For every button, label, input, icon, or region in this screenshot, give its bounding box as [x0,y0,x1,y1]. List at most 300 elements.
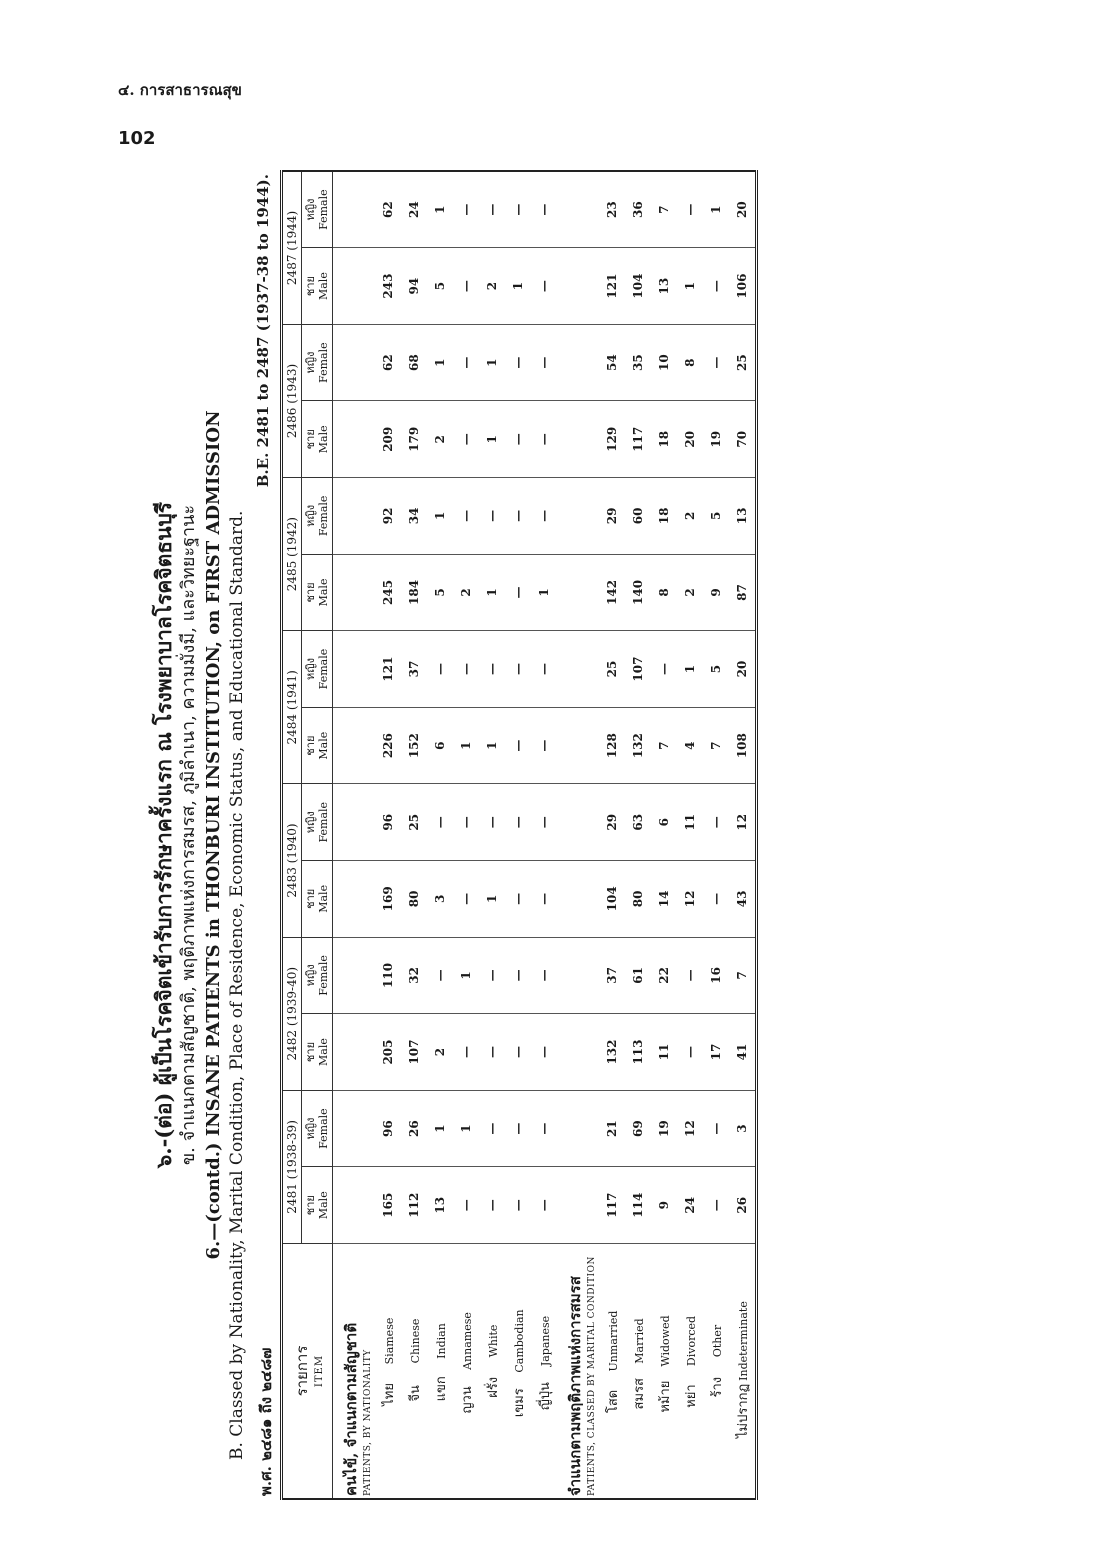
male-header-english: Male [316,578,330,607]
value-cell: — [479,1090,505,1167]
male-header-english: Male [316,1038,330,1066]
value-cell: 165 [375,1167,401,1244]
row-label-thai: ไม่ปรากฏ [735,1383,751,1438]
value-cell: — [531,1014,557,1091]
blank-cell [333,707,376,784]
value-cell: 132 [625,707,651,784]
value-cell: 19 [651,1090,677,1167]
value-cell: 1 [479,861,505,938]
row-label-english: Divorced [684,1315,698,1367]
row-label-english: Indeterminate [736,1301,750,1381]
table-head [281,171,332,1499]
female-header-thai: หญิง [303,811,317,834]
value-cell: — [531,784,557,861]
blank-cell [333,478,376,555]
value-cell: 19 [703,401,729,478]
value-cell: 6 [651,784,677,861]
value-cell: 226 [375,707,401,784]
value-cell: 2 [427,1014,453,1091]
table-row [401,171,427,1499]
female-header [301,937,332,1014]
value-cell: 5 [703,478,729,555]
value-cell: — [531,171,557,248]
value-cell: 9 [703,554,729,631]
value-cell: 104 [599,861,625,938]
value-cell: — [427,784,453,861]
male-header-thai: ชาย [303,582,317,603]
value-cell: 26 [401,1090,427,1167]
value-cell: 87 [729,554,757,631]
item-header-english: ITEM [313,1354,325,1388]
male-header-thai: ชาย [303,276,317,297]
value-cell: 16 [703,937,729,1014]
value-cell: — [505,861,531,938]
value-cell: — [703,861,729,938]
table-row [703,171,729,1499]
year-header: 2481 (1938-39) [281,1090,301,1243]
blank-cell [557,554,599,631]
value-cell: 140 [625,554,651,631]
value-cell: 117 [625,401,651,478]
value-cell: 80 [401,861,427,938]
blank-cell [333,631,376,708]
male-header-english: Male [316,272,330,301]
value-cell: 70 [729,401,757,478]
female-header-english: Female [316,1108,330,1149]
value-cell: 94 [401,248,427,325]
value-cell: 1 [427,478,453,555]
male-header [301,248,332,325]
female-header-thai: หญิง [303,198,317,221]
value-cell: — [479,1167,505,1244]
female-header-english: Female [316,342,330,383]
value-cell: 8 [651,554,677,631]
value-cell: — [531,324,557,401]
value-cell: 1 [453,937,479,1014]
value-cell: 96 [375,784,401,861]
value-cell: 24 [401,171,427,248]
row-label-thai: แขก [433,1376,449,1402]
value-cell: 26 [729,1167,757,1244]
value-cell: 60 [625,478,651,555]
value-cell: — [531,401,557,478]
value-cell: 5 [703,631,729,708]
value-cell: — [651,631,677,708]
blank-cell [557,1090,599,1167]
female-header-thai: หญิง [303,1117,317,1140]
value-cell: 121 [599,248,625,325]
section-english: PATIENTS, BY NATIONALITY [363,1349,374,1496]
value-cell: 25 [729,324,757,401]
blank-cell [333,324,376,401]
row-label-thai: ร้าง [709,1376,725,1398]
value-cell: 23 [599,171,625,248]
value-cell: 121 [375,631,401,708]
item-header-thai: รายการ [292,1345,311,1397]
male-header-thai: ชาย [303,888,317,909]
value-cell: 245 [375,554,401,631]
value-cell: — [479,784,505,861]
row-label [375,1244,401,1500]
value-cell: 1 [703,171,729,248]
value-cell: 110 [375,937,401,1014]
table-row [427,171,453,1499]
blank-cell [333,554,376,631]
value-cell: 13 [427,1167,453,1244]
male-header [301,1167,332,1244]
male-header-english: Male [316,884,330,913]
male-header-thai: ชาย [303,1195,317,1216]
value-cell: 1 [479,554,505,631]
row-label-thai: ญวน [459,1386,475,1414]
value-cell: 96 [375,1090,401,1167]
value-cell: 43 [729,861,757,938]
value-cell: 114 [625,1167,651,1244]
table-row [479,171,505,1499]
row-label-english: Chinese [408,1318,422,1364]
value-cell: 20 [729,631,757,708]
table-row [505,171,531,1499]
value-cell: 80 [625,861,651,938]
table-body [333,171,757,1499]
value-cell: 61 [625,937,651,1014]
value-cell: — [453,324,479,401]
year-header: 2486 (1943) [281,324,301,477]
value-cell: 18 [651,401,677,478]
value-cell: — [453,861,479,938]
row-label-thai: ไทย [381,1383,397,1406]
blank-cell [557,1014,599,1091]
value-cell: 54 [599,324,625,401]
thai-title: ๖.-(ต่อ) ผู้เป็นโรคจิตเข้ารับการรักษาครั้งแรก ณ โรงพยาบาลโรคจิตธนบุรี [151,501,176,1169]
page-number: 102 [118,128,156,149]
value-cell: — [531,631,557,708]
thai-subtitle: ข. จำแนกตามสัญชาติ, พฤติภาพแห่งการสมรส, ภูมิลำเนา, ความมั่งมี, และวิทยะฐานะ [178,504,200,1166]
blank-cell [557,707,599,784]
row-label [599,1244,625,1500]
year-header: 2485 (1942) [281,478,301,631]
value-cell: 108 [729,707,757,784]
value-cell: 62 [375,171,401,248]
value-cell: — [531,707,557,784]
year-header: 2483 (1940) [281,784,301,937]
value-cell: — [505,1014,531,1091]
value-cell: 12 [677,1090,703,1167]
year-header: 2484 (1941) [281,631,301,784]
row-label [677,1244,703,1500]
value-cell: 12 [677,861,703,938]
blank-cell [333,248,376,325]
table-row [453,171,479,1499]
value-cell: — [427,631,453,708]
value-cell: — [505,631,531,708]
value-cell: — [703,784,729,861]
row-label-english: Japanese [538,1315,552,1367]
blank-cell [557,631,599,708]
row-label-thai: ฝรั่ง [485,1376,501,1398]
table-row [651,171,677,1499]
row-label-english: Indian [434,1323,448,1359]
value-cell: 205 [375,1014,401,1091]
section-thai: คนไข้, จำแนกตามสัญชาติ [342,1322,361,1496]
female-header-thai: หญิง [303,504,317,527]
value-cell: 41 [729,1014,757,1091]
female-header [301,631,332,708]
value-cell: 1 [479,707,505,784]
male-header [301,1014,332,1091]
blank-cell [333,937,376,1014]
value-cell: 106 [729,248,757,325]
blank-cell [557,478,599,555]
value-cell: — [703,1090,729,1167]
value-cell: 34 [401,478,427,555]
value-cell: 63 [625,784,651,861]
female-header-english: Female [316,648,330,690]
male-header-english: Male [316,731,330,760]
value-cell: 1 [427,171,453,248]
value-cell: 18 [651,478,677,555]
value-cell: 104 [625,248,651,325]
value-cell: 1 [453,1090,479,1167]
blank-cell [333,401,376,478]
female-header [301,171,332,248]
table-row [599,171,625,1499]
value-cell: 1 [427,324,453,401]
row-label [651,1244,677,1500]
blank-cell [557,937,599,1014]
value-cell: — [479,171,505,248]
male-header [301,554,332,631]
female-header-english: Female [316,955,330,996]
value-cell: — [453,1014,479,1091]
blank-cell [333,1167,376,1244]
value-cell: 4 [677,707,703,784]
value-cell: 10 [651,324,677,401]
table-row [625,171,651,1499]
row-label [479,1244,505,1500]
male-header [301,401,332,478]
value-cell: 1 [531,554,557,631]
table-row [677,171,703,1499]
row-label [531,1244,557,1500]
value-cell: 29 [599,478,625,555]
value-cell: 7 [651,171,677,248]
value-cell: 5 [427,554,453,631]
female-header-english: Female [316,495,330,537]
value-cell: 36 [625,171,651,248]
male-header [301,707,332,784]
value-cell: 22 [651,937,677,1014]
blank-cell [557,784,599,861]
value-cell: — [677,171,703,248]
row-label-english: Widowed [658,1315,672,1367]
male-header-thai: ชาย [303,1041,317,1063]
male-header-english: Male [316,1191,330,1220]
value-cell: 152 [401,707,427,784]
row-label [505,1244,531,1500]
value-cell: — [531,248,557,325]
value-cell: 179 [401,401,427,478]
male-header [301,861,332,938]
value-cell: — [505,324,531,401]
row-label [453,1244,479,1500]
value-cell: 7 [703,707,729,784]
value-cell: 1 [427,1090,453,1167]
value-cell: — [505,478,531,555]
row-label [427,1244,453,1500]
value-cell: 13 [729,478,757,555]
value-cell: 13 [651,248,677,325]
value-cell: 1 [479,324,505,401]
blank-cell [557,861,599,938]
blank-cell [557,248,599,325]
item-column-header [281,1244,332,1500]
value-cell: 35 [625,324,651,401]
value-cell: 117 [599,1167,625,1244]
value-cell: — [453,1167,479,1244]
value-cell: 1 [453,707,479,784]
blank-cell [557,171,599,248]
female-header [301,784,332,861]
running-head: ๔. การสาธารณสุข [118,81,242,99]
row-label-english: Cambodian [512,1309,526,1373]
value-cell: 107 [401,1014,427,1091]
blank-cell [333,784,376,861]
value-cell: 1 [677,248,703,325]
blank-cell [557,401,599,478]
value-cell: — [505,707,531,784]
value-cell: — [505,1167,531,1244]
value-cell: — [531,1090,557,1167]
value-cell: 32 [401,937,427,1014]
row-label-english: White [486,1324,500,1358]
section-thai: จำแนกตามพฤติภาพแห่งการสมรส [566,1276,585,1496]
year-header: 2482 (1939-40) [281,937,301,1090]
value-cell: 184 [401,554,427,631]
value-cell: — [677,937,703,1014]
rotated-table-block [150,170,1000,1500]
female-header-english: Female [316,189,330,230]
female-header-thai: หญิง [303,964,317,987]
value-cell: 2 [453,554,479,631]
value-cell: 2 [677,554,703,631]
row-label-english: Siamese [382,1317,396,1365]
value-cell: 9 [651,1167,677,1244]
section-label [333,1244,376,1500]
section-row [333,171,376,1499]
value-cell: 2 [677,478,703,555]
value-cell: 11 [677,784,703,861]
value-cell: — [453,478,479,555]
value-cell: — [531,861,557,938]
male-header-thai: ชาย [303,735,317,756]
value-cell: — [453,248,479,325]
value-cell: — [427,937,453,1014]
value-cell: 25 [401,784,427,861]
english-title: 6.—(contd.) INSANE PATIENTS in THONBURI INSTITUTION, on FIRST ADMISSION [202,410,224,1260]
value-cell: 20 [729,171,757,248]
blank-cell [557,324,599,401]
value-cell: — [505,1090,531,1167]
value-cell: — [479,1014,505,1091]
years-english: B.E. 2481 to 2487 (1937-38 to 1944). [253,174,272,488]
value-cell: — [453,631,479,708]
value-cell: — [505,554,531,631]
value-cell: — [479,937,505,1014]
value-cell: 129 [599,401,625,478]
value-cell: — [453,171,479,248]
value-cell: — [505,937,531,1014]
value-cell: 7 [651,707,677,784]
table-row [531,171,557,1499]
blank-cell [333,1014,376,1091]
row-label-english: Other [710,1324,724,1358]
value-cell: 3 [729,1090,757,1167]
female-header-thai: หญิง [303,351,317,374]
value-cell: 132 [599,1014,625,1091]
value-cell: 3 [427,861,453,938]
row-label-english: Annamese [460,1312,474,1370]
value-cell: — [505,401,531,478]
value-cell: — [703,1167,729,1244]
year-header: 2487 (1944) [281,171,301,324]
value-cell: — [453,401,479,478]
value-cell: — [703,248,729,325]
years-thai: พ.ศ. ๒๔๘๑ ถึง ๒๔๘๗ [256,1347,275,1496]
value-cell: 37 [401,631,427,708]
value-cell: 69 [625,1090,651,1167]
section-row [557,171,599,1499]
value-cell: 1 [677,631,703,708]
row-label [401,1244,427,1500]
value-cell: 8 [677,324,703,401]
value-cell: 11 [651,1014,677,1091]
value-cell: — [677,1014,703,1091]
blank-cell [557,1167,599,1244]
value-cell: 5 [427,248,453,325]
female-header [301,1090,332,1167]
statistics-table [280,170,758,1500]
value-cell: — [531,1167,557,1244]
value-cell: 2 [427,401,453,478]
section-english: PATIENTS, CLASSED BY MARITAL CONDITION [587,1256,598,1496]
value-cell: 142 [599,554,625,631]
value-cell: — [505,171,531,248]
row-label-thai: ญี่ปุ่น [537,1382,553,1411]
row-label-thai: โสด [605,1389,621,1414]
row-label-thai: จีน [407,1385,423,1402]
value-cell: 2 [479,248,505,325]
value-cell: 21 [599,1090,625,1167]
value-cell: — [479,478,505,555]
row-label-thai: เขมร [511,1388,527,1418]
value-cell: — [531,478,557,555]
blank-cell [333,861,376,938]
female-header [301,324,332,401]
table-row [375,171,401,1499]
value-cell: 128 [599,707,625,784]
value-cell: 24 [677,1167,703,1244]
value-cell: 113 [625,1014,651,1091]
row-label-thai: หย่า [683,1384,699,1408]
row-label [625,1244,651,1500]
blank-cell [333,171,376,248]
female-header [301,478,332,555]
row-label-english: Unmarried [606,1310,620,1372]
value-cell: — [453,784,479,861]
year-header-row [281,171,301,1499]
male-header-thai: ชาย [303,429,317,450]
